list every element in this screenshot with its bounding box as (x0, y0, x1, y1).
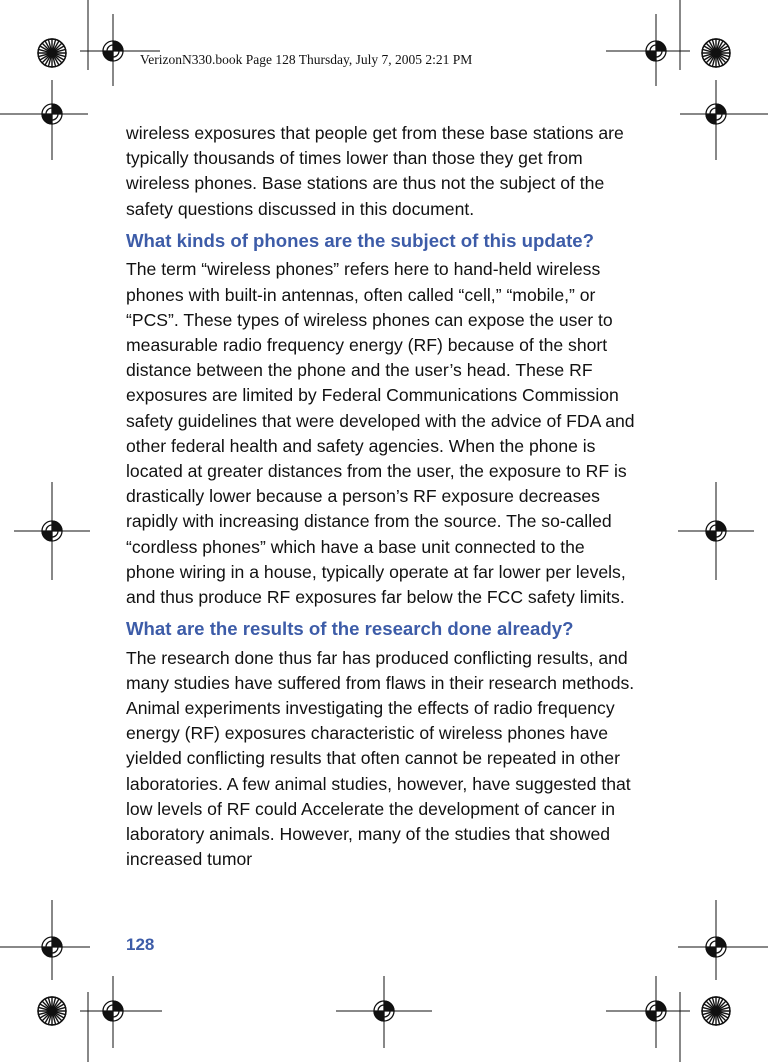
bottom-right-marks (606, 900, 768, 1062)
left-middle-marks (14, 482, 90, 580)
bottom-left-marks (0, 900, 162, 1062)
paragraph-base-stations: wireless exposures that people get from these base stations are typically thousands of times lower than those they get from wireless phones. Base stations are thus not the subject of the safety questions discussed in this document. (126, 123, 624, 219)
page-number: 128 (126, 935, 155, 954)
paragraph-research: The research done thus far has produced conflicting results, and many studies have suffered from flaws in their research methods. Animal experiments investigating the effects of radio frequency energy (RF) exposures characteristic of wireless phones have yielded conflicting results that often cannot be repeated in other laboratories. A few animal studies, however, have suggested that low levels of RF could Accelerate the development of cancer in laboratory animals. However, many of the studies that showed increased tumor (126, 647, 635, 870)
heading-phone-types: What kinds of phones are the subject of this update? (126, 229, 594, 251)
print-slug-header: VerizonN330.book Page 128 Thursday, July 7, 2005 2:21 PM (140, 52, 473, 67)
right-middle-marks (678, 482, 754, 580)
heading-research-results: What are the results of the research done already? (126, 618, 574, 640)
page-content (126, 121, 636, 872)
bottom-center-marks (336, 976, 432, 1048)
paragraph-wireless-phones: The term “wireless phones” refers here to hand-held wireless phones with built-in antennas, often called “cell,” “mobile,” or “PCS”. These types of wireless phones can expose the user to measurable radio frequency energy (RF) because of the short distance between the phone and the user’s head. These RF exposures are limited by Federal Communications Commission safety guidelines that were developed with the advice of FDA and other federal health and safety agencies. When the phone is located at greater distances from the user, the exposure to RF is drastically lower because a person’s RF exposure decreases rapidly with increasing distance from the source. The so-called “cordless phones” which have a base unit connected to the phone wiring in a house, typically operate at far lower per levels, and thus produce RF exposures far below the FCC safety limits. (126, 259, 635, 607)
